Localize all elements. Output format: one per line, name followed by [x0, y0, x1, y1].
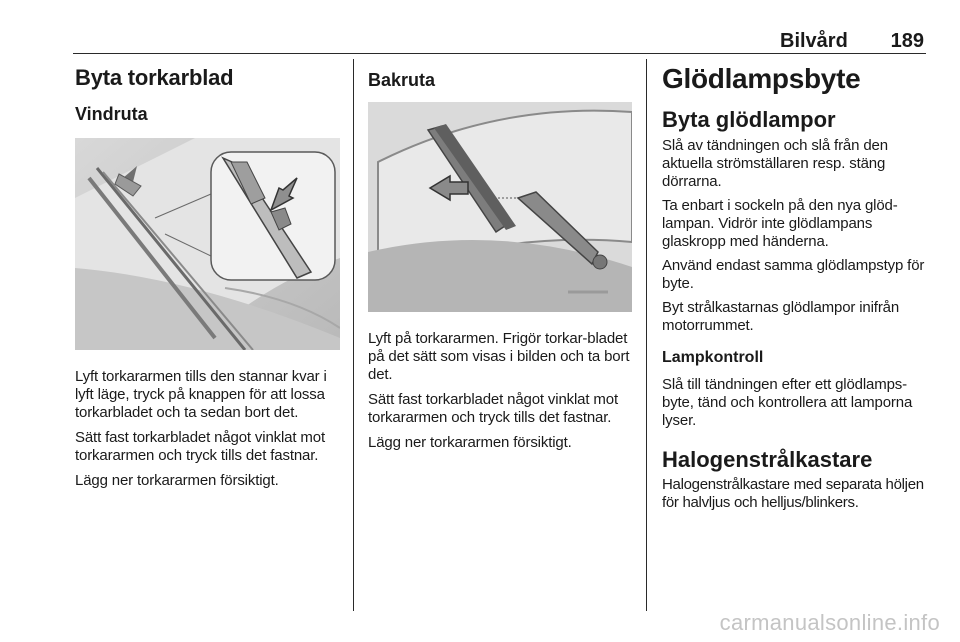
subsection-title: Bakruta [368, 70, 436, 90]
paragraph: Slå av tändningen och slå från den aktuella strömställaren resp. stäng dörrarna. [662, 137, 888, 190]
subsection-title: Lampkontroll [662, 349, 764, 366]
paragraph: Lägg ner torkararmen försiktigt. [75, 472, 279, 489]
paragraph: Använd endast samma glödlampstyp för byte. [662, 257, 925, 292]
paragraph: Halogenstrålkastare med separata höljen för halvljus och helljus/blinkers. [662, 476, 924, 511]
paragraph: Slå till tändningen efter ett glödlamps-byte, tänd och kontrollera att lamporna lyser. [662, 376, 913, 429]
paragraph: Sätt fast torkarbladet något vinklat mot torkararmen och tryck tills det fastnar. [75, 429, 325, 464]
watermark: carmanualsonline.info [719, 610, 940, 635]
windshield-wiper-illustration [75, 138, 340, 350]
subsection-title: Halogenstrålkastare [662, 447, 873, 472]
rear-wiper-illustration [368, 102, 632, 312]
column-divider-1 [353, 59, 354, 611]
header-rule [73, 53, 926, 54]
paragraph: Lyft torkararmen tills den stannar kvar i lyft läge, tryck på knappen för att lossa torkarbladet och ta sedan bort det. [75, 368, 327, 421]
subsection-title: Byta glödlampor [662, 107, 836, 132]
column-divider-2 [646, 59, 647, 611]
rear-wiper-figure [368, 102, 632, 312]
column-3 [662, 60, 930, 512]
section-title: Glödlampsbyte [662, 63, 861, 94]
paragraph: Byt strålkastarnas glödlampor inifrån motorrummet. [662, 299, 900, 334]
page-number: 189 [890, 30, 924, 52]
windshield-wiper-figure [75, 138, 340, 350]
paragraph: Lägg ner torkararmen försiktigt. [368, 434, 572, 451]
section-title: Byta torkarblad [75, 65, 234, 90]
paragraph: Lyft på torkararmen. Frigör torkar-bladet på det sätt som visas i bilden och ta bort det. [368, 330, 630, 383]
column-1 [75, 60, 343, 490]
subsection-title: Vindruta [75, 104, 148, 124]
paragraph: Sätt fast torkarbladet något vinklat mot torkararmen och tryck tills det fastnar. [368, 391, 618, 426]
header-section: Bilvård [780, 30, 848, 52]
column-2 [368, 60, 636, 452]
paragraph: Ta enbart i sockeln på den nya glöd-lampan. Vidrör inte glödlampans glaskropp med händerna. [662, 197, 898, 250]
